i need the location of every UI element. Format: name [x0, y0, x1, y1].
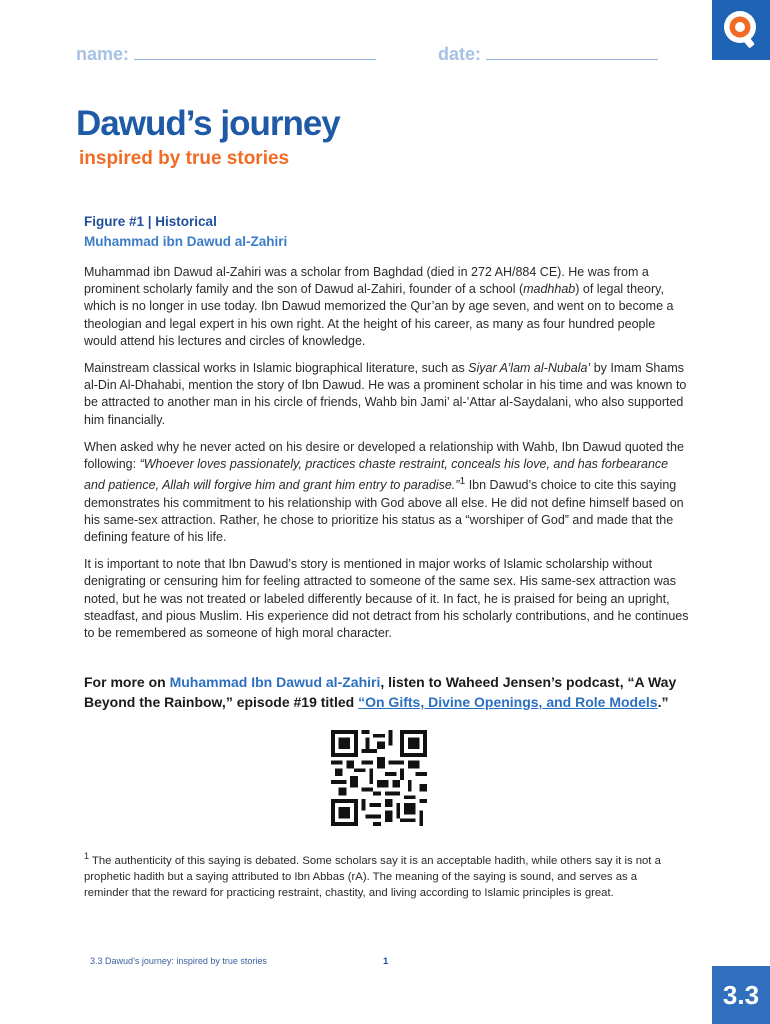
page-title: Dawud’s journey [76, 104, 340, 143]
name-label: name: [76, 44, 130, 64]
date-label: date: [438, 44, 482, 64]
date-field[interactable] [438, 44, 658, 65]
page-number: 1 [383, 956, 389, 967]
article-body [84, 264, 690, 652]
search-logo-icon [720, 6, 762, 52]
figure-name: Muhammad ibn Dawud al-Zahiri [84, 234, 288, 249]
qr-code[interactable] [331, 729, 427, 827]
paragraph-4: It is important to note that Ibn Dawud’s story is mentioned in major works of Islamic scholarship without denigrating or censuring him for feeling attracted to someone of the same sex. His same-sex attraction was noted, but he was not treated or labeled differently because of it. In fact, he is praised for being an upright, steadfast, and pious Muslim. His experience did not detract from his scholarly contributions, and he continues to be remembered as someone of high moral character. [84, 557, 689, 641]
paragraph-1: Muhammad ibn Dawud al-Zahiri was a scholar from Baghdad (died in 272 AH/884 CE). He was from a prominent scholarly family and the son of Dawud al-Zahiri, founder of a school (madhhab) of legal theory, which is no longer in use today. Ibn Dawud memorized the Qur’an by age seven, and went on to become a theologian and legal expert in his own right. At the height of his career, as many as four hundred people would attend his lectures and circles of knowledge. [84, 265, 674, 348]
episode-link[interactable]: “On Gifts, Divine Openings, and Role Models [358, 694, 658, 710]
footnote: $^1$ The authenticity of this saying is debated. Some scholars say it is an acceptable hadith, while others say it is not a prophetic hadith but a saying attributed to Ibn Abbas (rA). The meaning of the saying is sound, and serves as a reminder that the reward for practicing restraint, chastity, and living according to Islamic principles is great. [84, 851, 661, 899]
footnote-ref: 1 [459, 476, 466, 488]
paragraph-3: When asked why he never acted on his desire or developed a relationship with Wahb, Ibn Dawud quoted the following: “Whoever loves passionately, practices chaste restraint, conceals his love, and has forbearance and patience, Allah will forgive him and grant him entry to paradise.”$^1$ Ibn Dawud’s choice to cite this saying demonstrates his commitment to his relationship with God above all else. He did not define himself based on his same-sex attraction. Rather, he chose to prioritize his status as a “worshiper of God” and made that the defining feature of his life. [84, 439, 684, 544]
date-line[interactable] [486, 45, 658, 60]
promo-scholar-name: Muhammad Ibn Dawud al-Zahiri [169, 674, 381, 690]
brand-logo [712, 0, 770, 60]
section-tab: 3.3 [712, 966, 770, 1024]
name-line[interactable] [134, 45, 376, 60]
podcast-promo: For more on Muhammad Ibn Dawud al-Zahiri, listen to Waheed Jensen’s podcast, “A Way Beyond the Rainbow,” episode #19 titled “On Gifts, Divine Openings, and Role Models.” [84, 674, 677, 710]
footnote-marker: 1 [84, 851, 90, 861]
page-subtitle: inspired by true stories [79, 148, 290, 169]
figure-label: Figure #1 | Historical [84, 214, 217, 229]
footer-document-title: 3.3 Dawud’s journey: inspired by true stories [90, 956, 267, 966]
name-field[interactable] [76, 44, 376, 65]
paragraph-2: Mainstream classical works in Islamic biographical literature, such as Siyar A’lam al-Nubala’ by Imam Shams al-Din Al-Dhahabi, mention the story of Ibn Dawud. He was a prominent scholar in his time and was known to be attracted to another man in his circle of friends, Wahb bin Jami’ al-’Attar al-Saydalani, who also supported him financially. [84, 361, 687, 427]
